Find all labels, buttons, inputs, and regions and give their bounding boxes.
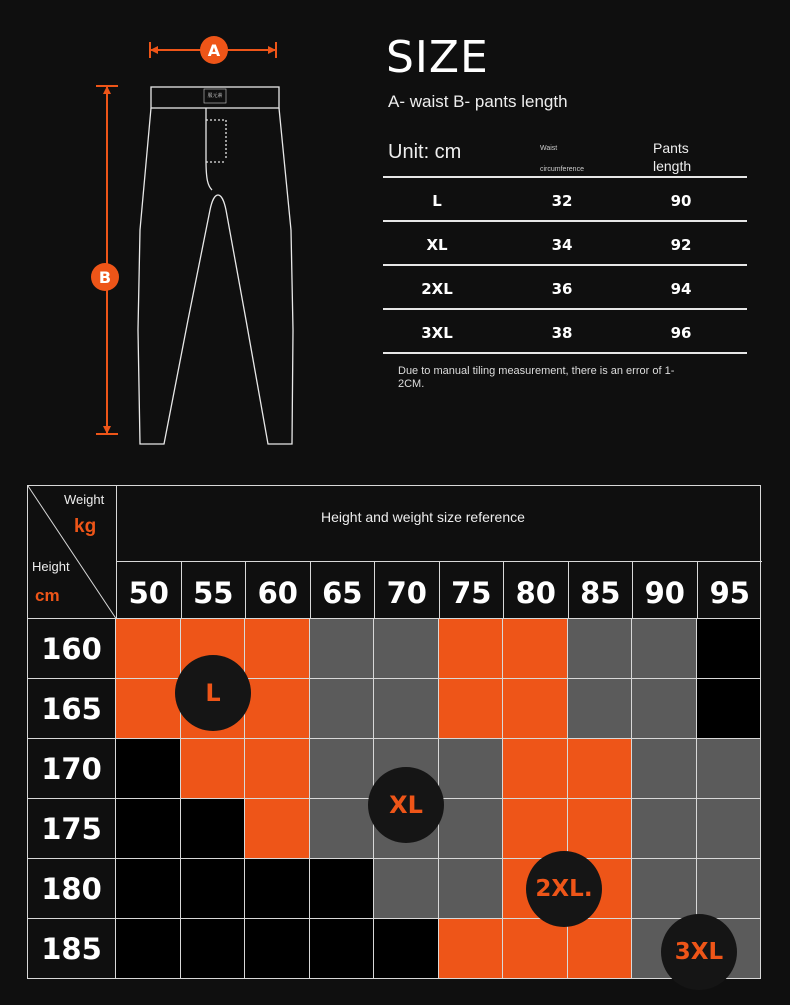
grid-cell	[374, 679, 439, 739]
height-header: 160	[27, 619, 116, 679]
grid-cell	[116, 919, 181, 979]
grid-cell	[181, 739, 246, 799]
size-badge: L	[175, 655, 251, 731]
weight-header: 80	[504, 562, 569, 620]
grid-cell	[245, 619, 310, 679]
grid-cell	[503, 619, 568, 679]
grid-title: Height and weight size reference	[321, 509, 525, 525]
grid-cell	[116, 799, 181, 859]
grid-cell	[632, 799, 697, 859]
grid-cell	[503, 739, 568, 799]
grid-cell	[310, 919, 375, 979]
grid-cell	[245, 739, 310, 799]
waistband-tag: 服元素	[207, 93, 223, 99]
weight-header: 60	[246, 562, 311, 620]
grid-cell	[439, 919, 504, 979]
size-row-3xl	[383, 313, 747, 353]
size-badge: XL	[368, 767, 444, 843]
length-value: 92	[670, 236, 692, 254]
grid-cell	[374, 619, 439, 679]
weight-unit: kg	[74, 516, 97, 537]
svg-text:B: B	[98, 268, 112, 287]
waist-value: 34	[551, 236, 573, 254]
grid-cell	[439, 859, 504, 919]
weight-header: 90	[633, 562, 698, 620]
weight-header: 70	[375, 562, 440, 620]
size-row-xl	[383, 225, 747, 265]
size-reference-grid	[27, 485, 763, 1005]
grid-cell	[632, 679, 697, 739]
grid-cell	[632, 619, 697, 679]
grid-cell	[697, 739, 762, 799]
waist-value: 32	[551, 192, 573, 210]
grid-cell	[310, 619, 375, 679]
grid-cell	[310, 799, 375, 859]
length-value: 94	[670, 280, 692, 298]
grid-cell	[568, 739, 633, 799]
grid-cell	[439, 619, 504, 679]
weight-header-row	[117, 562, 762, 620]
size-label: 3XL	[421, 324, 453, 342]
grid-cell	[116, 679, 181, 739]
grid-cell	[116, 739, 181, 799]
grid-cell	[245, 919, 310, 979]
grid-cell	[439, 799, 504, 859]
grid-cell	[632, 859, 697, 919]
grid-title-cell	[117, 486, 762, 562]
grid-cell	[310, 739, 375, 799]
grid-cell	[310, 679, 375, 739]
size-title: SIZE	[386, 32, 489, 83]
size-row-2xl	[383, 269, 747, 309]
grid-cell	[245, 859, 310, 919]
grid-cell	[697, 679, 762, 739]
weight-header: 85	[569, 562, 634, 620]
grid-cell	[181, 799, 246, 859]
grid-cell	[181, 859, 246, 919]
grid-cell	[568, 679, 633, 739]
height-unit: cm	[35, 586, 60, 605]
length-value: 96	[670, 324, 692, 342]
unit-label: Unit: cm	[388, 141, 462, 163]
grid-cell	[310, 859, 375, 919]
grid-cell	[568, 799, 633, 859]
size-legend: A- waist B- pants length	[388, 92, 568, 111]
grid-cell	[697, 859, 762, 919]
grid-cell	[116, 859, 181, 919]
measurement-note: Due to manual tiling measurement, there is an error of 1-2CM.	[398, 365, 675, 390]
column-header-waist: Waist	[540, 145, 558, 152]
grid-cell	[503, 799, 568, 859]
svg-text:A: A	[207, 41, 221, 60]
grid-header	[27, 485, 761, 619]
grid-cell	[632, 739, 697, 799]
waist-value: 38	[551, 324, 573, 342]
height-header: 180	[27, 859, 116, 919]
weight-header: 95	[709, 576, 750, 610]
grid-cell	[697, 619, 762, 679]
height-header: 170	[27, 739, 116, 799]
grid-cell	[439, 679, 504, 739]
height-label: Height	[32, 559, 70, 574]
grid-cell	[503, 679, 568, 739]
grid-cell	[503, 919, 568, 979]
grid-cell	[181, 919, 246, 979]
grid-cell	[374, 859, 439, 919]
weight-label: Weight	[64, 492, 105, 507]
grid-cell	[697, 799, 762, 859]
weight-header: 65	[311, 562, 376, 620]
size-row-l	[383, 181, 747, 221]
size-label: 2XL	[421, 280, 453, 298]
waist-value: 36	[551, 280, 573, 298]
column-header-length: Pants length	[653, 140, 692, 174]
height-header: 175	[27, 799, 116, 859]
grid-cell	[568, 919, 633, 979]
grid-corner	[28, 486, 117, 620]
grid-cell	[568, 619, 633, 679]
grid-cell	[439, 739, 504, 799]
size-label: L	[432, 192, 442, 210]
grid-cell	[245, 679, 310, 739]
weight-header: 50	[117, 562, 182, 620]
height-header: 185	[27, 919, 116, 979]
grid-cell	[374, 919, 439, 979]
divider	[383, 176, 747, 178]
grid-cell	[245, 799, 310, 859]
weight-header: 75	[440, 562, 505, 620]
column-header-waist-sub: circumference	[540, 166, 584, 173]
size-badge: 3XL	[661, 914, 737, 990]
pants-diagram	[80, 30, 310, 450]
grid-cell	[116, 619, 181, 679]
size-badge: 2XL.	[526, 851, 602, 927]
length-value: 90	[670, 192, 692, 210]
weight-header: 55	[182, 562, 247, 620]
pants-outline	[138, 87, 293, 444]
size-label: XL	[426, 236, 448, 254]
height-header: 165	[27, 679, 116, 739]
